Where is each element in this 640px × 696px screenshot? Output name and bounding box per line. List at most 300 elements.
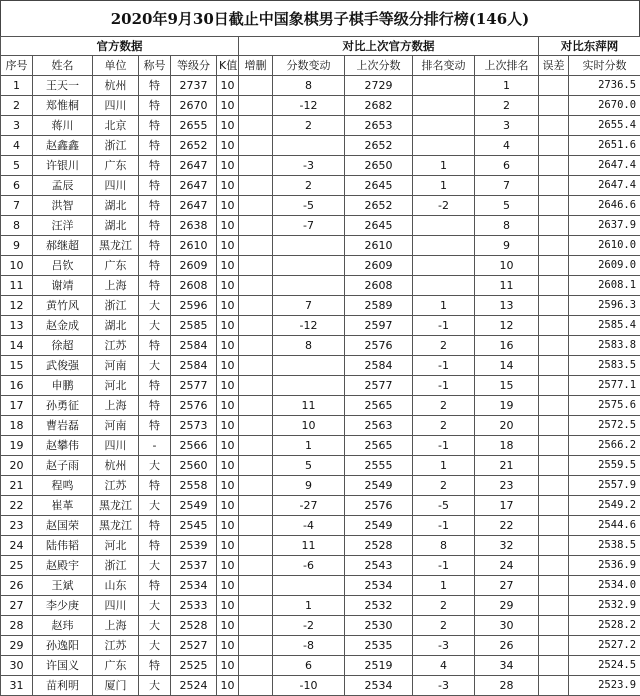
cell-live-score: 2534.0: [569, 576, 640, 596]
cell-rating: 2558: [171, 476, 217, 496]
cell-title: 特: [139, 76, 171, 96]
column-header-name: 姓名: [33, 56, 93, 76]
cell-live-score: 2651.6: [569, 136, 640, 156]
cell-name: 王斌: [33, 576, 93, 596]
cell-last-score: 2543: [345, 556, 413, 576]
cell-last-score: 2653: [345, 116, 413, 136]
cell-rating: 2609: [171, 256, 217, 276]
cell-title: 大: [139, 636, 171, 656]
cell-name: 赵子雨: [33, 456, 93, 476]
cell-add-remove: [239, 396, 273, 416]
cell-rating: 2647: [171, 156, 217, 176]
cell-rank-change: 1: [413, 176, 475, 196]
cell-last-score: 2549: [345, 516, 413, 536]
cell-title: 特: [139, 376, 171, 396]
cell-rank: 12: [1, 296, 33, 316]
cell-live-score: 2637.9: [569, 216, 640, 236]
cell-rating: 2638: [171, 216, 217, 236]
cell-name: 许银川: [33, 156, 93, 176]
cell-rank: 4: [1, 136, 33, 156]
cell-team: 广东: [93, 656, 139, 676]
cell-rating: 2573: [171, 416, 217, 436]
cell-last-score: 2682: [345, 96, 413, 116]
cell-title: 特: [139, 236, 171, 256]
column-header-k-value: K值: [217, 56, 239, 76]
cell-rank: 15: [1, 356, 33, 376]
cell-k-value: 10: [217, 476, 239, 496]
cell-rank-change: -1: [413, 556, 475, 576]
cell-rank: 6: [1, 176, 33, 196]
table-row: [1, 96, 640, 116]
cell-error: [539, 116, 569, 136]
cell-add-remove: [239, 636, 273, 656]
cell-team: 四川: [93, 436, 139, 456]
cell-last-rank: 27: [475, 576, 539, 596]
column-header-rank-change: 排名变动: [413, 56, 475, 76]
column-header-error: 误差: [539, 56, 569, 76]
cell-rank: 22: [1, 496, 33, 516]
cell-rank-change: 2: [413, 396, 475, 416]
cell-name: 赵国荣: [33, 516, 93, 536]
cell-last-score: 2549: [345, 476, 413, 496]
cell-add-remove: [239, 136, 273, 156]
cell-live-score: 2538.5: [569, 536, 640, 556]
group-compare-dpw: 对比东萍网: [539, 37, 640, 56]
cell-score-change: [273, 256, 345, 276]
cell-live-score: 2585.4: [569, 316, 640, 336]
cell-rank: 27: [1, 596, 33, 616]
cell-rank: 19: [1, 436, 33, 456]
cell-last-score: 2576: [345, 336, 413, 356]
cell-score-change: [273, 236, 345, 256]
cell-k-value: 10: [217, 76, 239, 96]
cell-error: [539, 256, 569, 276]
cell-rank: 31: [1, 676, 33, 696]
cell-add-remove: [239, 496, 273, 516]
cell-score-change: 5: [273, 456, 345, 476]
cell-last-rank: 11: [475, 276, 539, 296]
cell-last-score: 2532: [345, 596, 413, 616]
table-row: [1, 296, 640, 316]
table-row: [1, 476, 640, 496]
cell-score-change: [273, 276, 345, 296]
column-header-score-change: 分数变动: [273, 56, 345, 76]
cell-last-score: 2534: [345, 576, 413, 596]
cell-live-score: 2572.5: [569, 416, 640, 436]
cell-rank-change: 1: [413, 576, 475, 596]
cell-k-value: 10: [217, 356, 239, 376]
cell-add-remove: [239, 536, 273, 556]
cell-score-change: -12: [273, 96, 345, 116]
cell-add-remove: [239, 336, 273, 356]
cell-last-rank: 13: [475, 296, 539, 316]
page-title: 2020年9月30日截止中国象棋男子棋手等级分排行榜(146人): [0, 0, 640, 36]
cell-last-score: 2650: [345, 156, 413, 176]
cell-name: 苗利明: [33, 676, 93, 696]
cell-rating: 2737: [171, 76, 217, 96]
cell-name: 李少庚: [33, 596, 93, 616]
cell-rank: 18: [1, 416, 33, 436]
cell-k-value: 10: [217, 216, 239, 236]
cell-k-value: 10: [217, 376, 239, 396]
cell-rating: 2524: [171, 676, 217, 696]
cell-last-rank: 30: [475, 616, 539, 636]
cell-team: 湖北: [93, 196, 139, 216]
cell-score-change: [273, 576, 345, 596]
cell-last-rank: 9: [475, 236, 539, 256]
cell-title: 特: [139, 476, 171, 496]
cell-rank: 24: [1, 536, 33, 556]
cell-score-change: 9: [273, 476, 345, 496]
cell-last-rank: 29: [475, 596, 539, 616]
cell-rank: 17: [1, 396, 33, 416]
cell-last-score: 2555: [345, 456, 413, 476]
cell-last-score: 2729: [345, 76, 413, 96]
cell-rating: 2560: [171, 456, 217, 476]
cell-last-rank: 21: [475, 456, 539, 476]
cell-name: 赵鑫鑫: [33, 136, 93, 156]
cell-name: 赵殿宇: [33, 556, 93, 576]
cell-name: 王天一: [33, 76, 93, 96]
cell-rating: 2549: [171, 496, 217, 516]
cell-name: 赵攀伟: [33, 436, 93, 456]
cell-k-value: 10: [217, 176, 239, 196]
table-row: [1, 76, 640, 96]
table-row: [1, 516, 640, 536]
cell-add-remove: [239, 436, 273, 456]
cell-last-rank: 7: [475, 176, 539, 196]
cell-error: [539, 576, 569, 596]
cell-k-value: 10: [217, 616, 239, 636]
cell-rank: 7: [1, 196, 33, 216]
cell-last-score: 2652: [345, 196, 413, 216]
cell-rank: 8: [1, 216, 33, 236]
table-row: [1, 176, 640, 196]
cell-add-remove: [239, 596, 273, 616]
cell-error: [539, 336, 569, 356]
cell-rank: 1: [1, 76, 33, 96]
table-row: [1, 116, 640, 136]
cell-team: 湖北: [93, 316, 139, 336]
cell-score-change: -27: [273, 496, 345, 516]
table-body: [1, 76, 640, 696]
cell-k-value: 10: [217, 276, 239, 296]
table-row: [1, 216, 640, 236]
cell-score-change: [273, 356, 345, 376]
cell-rank: 11: [1, 276, 33, 296]
cell-rank-change: [413, 276, 475, 296]
cell-error: [539, 76, 569, 96]
cell-error: [539, 676, 569, 696]
cell-name: 崔革: [33, 496, 93, 516]
cell-add-remove: [239, 416, 273, 436]
cell-last-rank: 20: [475, 416, 539, 436]
cell-name: 程鸣: [33, 476, 93, 496]
cell-rank-change: 2: [413, 416, 475, 436]
cell-k-value: 10: [217, 96, 239, 116]
table-row: [1, 536, 640, 556]
cell-error: [539, 396, 569, 416]
column-header-last-rank: 上次排名: [475, 56, 539, 76]
cell-rank-change: [413, 96, 475, 116]
cell-k-value: 10: [217, 256, 239, 276]
cell-live-score: 2527.2: [569, 636, 640, 656]
table-row: [1, 276, 640, 296]
cell-live-score: 2532.9: [569, 596, 640, 616]
cell-add-remove: [239, 236, 273, 256]
cell-rank-change: 8: [413, 536, 475, 556]
cell-score-change: 6: [273, 656, 345, 676]
cell-add-remove: [239, 76, 273, 96]
cell-add-remove: [239, 96, 273, 116]
cell-last-rank: 4: [475, 136, 539, 156]
cell-add-remove: [239, 296, 273, 316]
column-header-rating: 等级分: [171, 56, 217, 76]
cell-rank-change: 2: [413, 476, 475, 496]
column-header-title: 称号: [139, 56, 171, 76]
cell-rank-change: [413, 216, 475, 236]
cell-error: [539, 416, 569, 436]
cell-score-change: -8: [273, 636, 345, 656]
cell-last-rank: 32: [475, 536, 539, 556]
cell-rating: 2545: [171, 516, 217, 536]
cell-live-score: 2670.0: [569, 96, 640, 116]
cell-live-score: 2577.1: [569, 376, 640, 396]
cell-score-change: [273, 376, 345, 396]
cell-live-score: 2647.4: [569, 156, 640, 176]
cell-title: 特: [139, 516, 171, 536]
cell-name: 孟辰: [33, 176, 93, 196]
cell-rank: 13: [1, 316, 33, 336]
cell-add-remove: [239, 456, 273, 476]
cell-k-value: 10: [217, 636, 239, 656]
cell-team: 上海: [93, 396, 139, 416]
cell-team: 山东: [93, 576, 139, 596]
cell-k-value: 10: [217, 336, 239, 356]
cell-error: [539, 96, 569, 116]
table-row: [1, 336, 640, 356]
cell-title: 特: [139, 196, 171, 216]
cell-name: 郝继超: [33, 236, 93, 256]
cell-add-remove: [239, 576, 273, 596]
cell-error: [539, 636, 569, 656]
table-row: [1, 556, 640, 576]
cell-k-value: 10: [217, 496, 239, 516]
cell-score-change: 1: [273, 596, 345, 616]
cell-k-value: 10: [217, 136, 239, 156]
cell-team: 广东: [93, 156, 139, 176]
cell-last-rank: 12: [475, 316, 539, 336]
cell-team: 江苏: [93, 636, 139, 656]
cell-team: 上海: [93, 276, 139, 296]
cell-rating: 2652: [171, 136, 217, 156]
column-header-live-score: 实时分数: [569, 56, 640, 76]
cell-add-remove: [239, 516, 273, 536]
cell-rank-change: [413, 76, 475, 96]
cell-error: [539, 476, 569, 496]
cell-error: [539, 516, 569, 536]
cell-live-score: 2528.2: [569, 616, 640, 636]
cell-last-rank: 14: [475, 356, 539, 376]
cell-rating: 2528: [171, 616, 217, 636]
cell-k-value: 10: [217, 416, 239, 436]
cell-rating: 2527: [171, 636, 217, 656]
cell-k-value: 10: [217, 516, 239, 536]
cell-add-remove: [239, 256, 273, 276]
cell-rank-change: 2: [413, 336, 475, 356]
cell-rank-change: -1: [413, 376, 475, 396]
cell-score-change: 11: [273, 536, 345, 556]
cell-last-score: 2576: [345, 496, 413, 516]
cell-rank-change: -2: [413, 196, 475, 216]
cell-name: 陆伟韬: [33, 536, 93, 556]
cell-live-score: 2736.5: [569, 76, 640, 96]
cell-title: 特: [139, 116, 171, 136]
cell-k-value: 10: [217, 576, 239, 596]
cell-rating: 2655: [171, 116, 217, 136]
cell-score-change: 8: [273, 336, 345, 356]
cell-title: 特: [139, 576, 171, 596]
cell-rating: 2576: [171, 396, 217, 416]
cell-last-rank: 1: [475, 76, 539, 96]
table-row: [1, 236, 640, 256]
cell-rating: 2608: [171, 276, 217, 296]
cell-team: 广东: [93, 256, 139, 276]
cell-live-score: 2647.4: [569, 176, 640, 196]
cell-rating: 2584: [171, 336, 217, 356]
cell-title: 特: [139, 136, 171, 156]
cell-add-remove: [239, 276, 273, 296]
cell-error: [539, 556, 569, 576]
cell-last-score: 2645: [345, 216, 413, 236]
cell-rank: 3: [1, 116, 33, 136]
cell-last-score: 2519: [345, 656, 413, 676]
cell-last-rank: 6: [475, 156, 539, 176]
cell-score-change: 2: [273, 176, 345, 196]
cell-add-remove: [239, 176, 273, 196]
table-row: [1, 496, 640, 516]
cell-rank-change: -1: [413, 436, 475, 456]
cell-last-rank: 2: [475, 96, 539, 116]
cell-k-value: 10: [217, 296, 239, 316]
cell-rank: 30: [1, 656, 33, 676]
group-header-row: [1, 37, 640, 56]
cell-error: [539, 436, 569, 456]
cell-rank: 25: [1, 556, 33, 576]
cell-team: 杭州: [93, 76, 139, 96]
cell-last-rank: 23: [475, 476, 539, 496]
cell-add-remove: [239, 616, 273, 636]
cell-add-remove: [239, 216, 273, 236]
table-row: [1, 576, 640, 596]
cell-rating: 2533: [171, 596, 217, 616]
table-row: [1, 416, 640, 436]
cell-live-score: 2608.1: [569, 276, 640, 296]
cell-live-score: 2646.6: [569, 196, 640, 216]
column-header-row: [1, 56, 640, 76]
cell-rank-change: -3: [413, 636, 475, 656]
cell-rank: 9: [1, 236, 33, 256]
cell-name: 孙勇征: [33, 396, 93, 416]
cell-rank: 16: [1, 376, 33, 396]
group-compare-last: 对比上次官方数据: [239, 37, 539, 56]
cell-k-value: 10: [217, 156, 239, 176]
table-row: [1, 156, 640, 176]
cell-error: [539, 276, 569, 296]
cell-live-score: 2536.9: [569, 556, 640, 576]
cell-name: 申鹏: [33, 376, 93, 396]
cell-rank-change: 2: [413, 616, 475, 636]
cell-name: 孙逸阳: [33, 636, 93, 656]
cell-name: 洪智: [33, 196, 93, 216]
cell-rank-change: 1: [413, 296, 475, 316]
cell-title: 大: [139, 316, 171, 336]
cell-k-value: 10: [217, 656, 239, 676]
cell-error: [539, 236, 569, 256]
cell-rating: 2647: [171, 176, 217, 196]
table-row: [1, 616, 640, 636]
cell-add-remove: [239, 356, 273, 376]
cell-score-change: -7: [273, 216, 345, 236]
cell-last-score: 2584: [345, 356, 413, 376]
group-official: 官方数据: [1, 37, 239, 56]
table-row: [1, 456, 640, 476]
cell-add-remove: [239, 476, 273, 496]
cell-rank: 5: [1, 156, 33, 176]
table-row: [1, 376, 640, 396]
cell-title: 大: [139, 496, 171, 516]
table-row: [1, 636, 640, 656]
cell-rating: 2539: [171, 536, 217, 556]
cell-score-change: 1: [273, 436, 345, 456]
cell-rank-change: 1: [413, 156, 475, 176]
cell-score-change: -4: [273, 516, 345, 536]
cell-team: 上海: [93, 616, 139, 636]
cell-score-change: -12: [273, 316, 345, 336]
cell-k-value: 10: [217, 676, 239, 696]
cell-add-remove: [239, 556, 273, 576]
cell-error: [539, 156, 569, 176]
cell-rank-change: [413, 236, 475, 256]
cell-title: 大: [139, 616, 171, 636]
cell-name: 徐超: [33, 336, 93, 356]
cell-last-rank: 28: [475, 676, 539, 696]
table-row: [1, 316, 640, 336]
cell-rating: 2596: [171, 296, 217, 316]
cell-name: 曹岩磊: [33, 416, 93, 436]
cell-team: 河北: [93, 536, 139, 556]
cell-last-rank: 24: [475, 556, 539, 576]
cell-score-change: 7: [273, 296, 345, 316]
cell-last-score: 2609: [345, 256, 413, 276]
cell-error: [539, 356, 569, 376]
cell-rank-change: [413, 136, 475, 156]
cell-k-value: 10: [217, 436, 239, 456]
cell-rank-change: -1: [413, 356, 475, 376]
cell-live-score: 2610.0: [569, 236, 640, 256]
cell-rating: 2647: [171, 196, 217, 216]
cell-k-value: 10: [217, 316, 239, 336]
cell-k-value: 10: [217, 236, 239, 256]
cell-rating: 2585: [171, 316, 217, 336]
cell-last-rank: 34: [475, 656, 539, 676]
cell-live-score: 2596.3: [569, 296, 640, 316]
cell-title: 特: [139, 176, 171, 196]
cell-last-rank: 17: [475, 496, 539, 516]
cell-last-score: 2652: [345, 136, 413, 156]
cell-title: 大: [139, 676, 171, 696]
cell-name: 汪洋: [33, 216, 93, 236]
